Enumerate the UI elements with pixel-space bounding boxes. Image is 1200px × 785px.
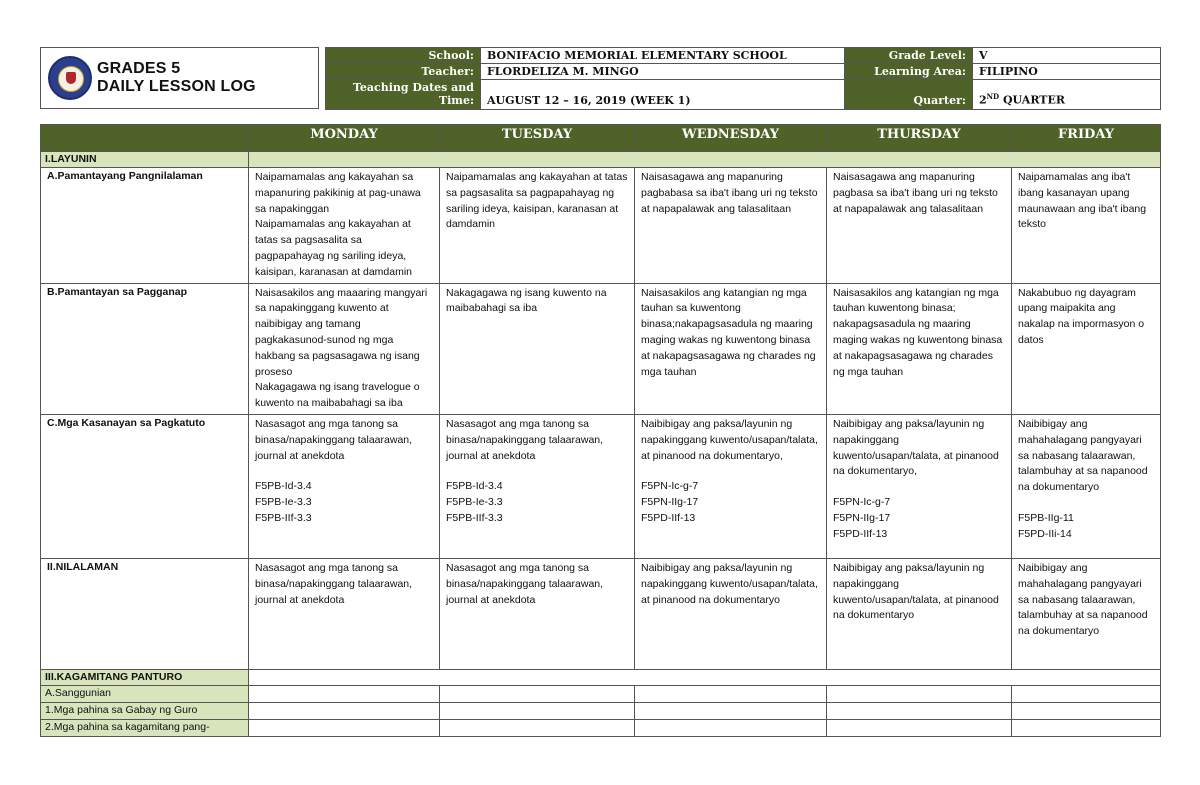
teacher-value: FLORDELIZA M. MINGO [481, 64, 845, 80]
b-tuesday: Nakagagawa ng isang kuwento na maibabahagi sa iba [440, 283, 635, 414]
lesson-log-table [40, 124, 1161, 737]
c-tuesday-code-1: F5PB-Id-3.4 [446, 480, 503, 493]
quarter-number: 2 [979, 94, 987, 107]
dates-label [326, 80, 481, 110]
row-label-pamantayang-pangnilalaman: A.Pamantayang Pangnilalaman [41, 168, 249, 284]
c-friday [1012, 414, 1161, 558]
c-wednesday-code-2: F5PN-IIg-17 [641, 496, 699, 509]
school-value: BONIFACIO MEMORIAL ELEMENTARY SCHOOL [481, 48, 845, 64]
b-friday: Nakabubuo ng dayagram upang maipakita ang nakalap na impormasyon o datos [1012, 283, 1161, 414]
c-tuesday-code-3: F5PB-IIf-3.3 [446, 511, 503, 524]
row-label-pamantayan-sa-pagganap: B.Pamantayan sa Pagganap [41, 283, 249, 414]
c-wednesday [635, 414, 827, 558]
nilalaman-tuesday: Nasasagot ang mga tanong sa binasa/napakinggang talaarawan, journal at anekdota [440, 558, 635, 669]
b-thursday: Naisasakilos ang katangian ng mga tauhan kuwentong binasa; nakapagsasadula ng maaring maging wakas ng kuwentong binasa at nakapagsasagawa ng charades ng mga tauhan [827, 283, 1012, 414]
c-tuesday-text: Nasasagot ang mga tanong sa binasa/napakinggang talaarawan, journal at anekdota [446, 417, 604, 462]
c-wednesday-code-1: F5PN-Ic-g-7 [641, 480, 699, 493]
a-wednesday: Naisasagawa ang mapanuring pagbabasa sa iba't ibang uri ng teksto at napapalawak ang talasalitaan [635, 168, 827, 284]
c-monday-code-3: F5PB-IIf-3.3 [255, 511, 312, 524]
c-thursday-code-1: F5PN-Ic-g-7 [833, 496, 891, 509]
a-tuesday: Naipamamalas ang kakayahan at tatas sa pagsasalita sa pagpapahayag ng sariling ideya, kaisipan, karanasan at damdamin [440, 168, 635, 284]
c-wednesday-text: Naibibigay ang paksa/layunin ng napakinggang kuwento/usapan/talata, at pinanood na dokumentaryo, [641, 417, 818, 462]
section-layunin: I.LAYUNIN [41, 152, 249, 168]
area-value: FILIPINO [973, 64, 1161, 80]
c-wednesday-code-3: F5PD-IIf-13 [641, 511, 696, 524]
row-label-sanggunian: A.Sanggunian [41, 685, 249, 702]
section-kagamitang-panturo: III.KAGAMITANG PANTURO [41, 669, 249, 685]
grade-label: Grade Level: [845, 48, 973, 64]
a-monday-line-2: Naipamamalas ang kakayahan at tatas sa pagsasalita sa pagpapahayag ng sariling ideya, kaisipan, karanasan at damdamin [255, 218, 413, 278]
nilalaman-monday: Nasasagot ang mga tanong sa binasa/napakinggang talaarawan, journal at anekdota [249, 558, 440, 669]
c-thursday-code-2: F5PN-IIg-17 [833, 511, 891, 524]
deped-seal-icon [48, 56, 92, 100]
a-monday-line-1: Naipamamalas ang kakayahan sa mapanuring pakikinig at pag-unawa sa napakinggan [255, 171, 421, 215]
b-monday-line-2: Nakagagawa ng isang travelogue o kuwento na maibabahagi sa iba [255, 381, 420, 410]
row-label-nilalaman: II.NILALAMAN [41, 558, 249, 669]
day-tuesday: TUESDAY [440, 125, 635, 152]
a-thursday: Naisasagawa ang mapanuring pagbasa sa iba't ibang uri ng teksto at napapalawak ang talasalitaan [827, 168, 1012, 284]
b-monday-line-1: Naisasakilos ang maaaring mangyari sa napakinggang kuwento at naibibigay ang tamang pagkakasunod-sunod ng mga hakbang sa pagsasagawa ng isang proseso [255, 286, 428, 378]
b-monday [249, 283, 440, 414]
a-friday: Naipamamalas ang iba't ibang kasanayan upang maunawaan ang iba't ibang teksto [1012, 168, 1161, 284]
area-label: Learning Area: [845, 64, 973, 80]
b-wednesday: Naisasakilos ang katangian ng mga tauhan sa kuwentong binasa;nakapagsasadula ng maaring maging wakas ng kuwentong binasa at nakapagsasagawa ng charades ng mga tauhan [635, 283, 827, 414]
c-monday-code-1: F5PB-Id-3.4 [255, 480, 312, 493]
quarter-value [973, 80, 1161, 110]
teacher-label: Teacher: [326, 64, 481, 80]
c-thursday [827, 414, 1012, 558]
c-monday-text: Nasasagot ang mga tanong sa binasa/napakinggang talaarawan, journal at anekdota [255, 417, 413, 462]
c-thursday-code-3: F5PD-IIf-13 [833, 527, 888, 540]
row-label-gabay-ng-guro: 1.Mga pahina sa Gabay ng Guro [41, 702, 249, 719]
day-friday: FRIDAY [1012, 125, 1161, 152]
c-tuesday [440, 414, 635, 558]
dates-label-line-1: Teaching Dates and [352, 81, 474, 94]
c-thursday-text: Naibibigay ang paksa/layunin ng napakinggang kuwento/usapan/talata, at pinanood na dokumentaryo, [833, 417, 999, 478]
a-monday [249, 168, 440, 284]
title-line-2: DAILY LESSON LOG [97, 78, 256, 95]
nilalaman-thursday: Naibibigay ang paksa/layunin ng napakinggang kuwento/usapan/talata, at pinanood na dokumentaryo [827, 558, 1012, 669]
row-label-kasanayan-sa-pagkatuto: C.Mga Kasanayan sa Pagkatuto [41, 414, 249, 558]
day-thursday: THURSDAY [827, 125, 1012, 152]
info-table [325, 47, 1161, 110]
log-title [97, 60, 256, 96]
dates-value: AUGUST 12 – 16, 2019 (WEEK 1) [481, 80, 845, 110]
c-monday-code-2: F5PB-Ie-3.3 [255, 496, 312, 509]
corner-header [41, 125, 249, 152]
school-label: School: [326, 48, 481, 64]
c-friday-text: Naibibigay ang mahahalagang pangyayari sa nabasang talaarawan, talambuhay at sa napanood na dokumentaryo [1018, 417, 1148, 494]
school-logo-title-box [40, 47, 319, 109]
dates-label-line-2: Time: [438, 94, 474, 107]
quarter-word: QUARTER [999, 94, 1065, 107]
day-wednesday: WEDNESDAY [635, 125, 827, 152]
quarter-suffix: ND [986, 92, 1000, 102]
quarter-label: Quarter: [845, 80, 973, 110]
title-line-1: GRADES 5 [97, 60, 181, 77]
c-tuesday-code-2: F5PB-Ie-3.3 [446, 496, 503, 509]
c-friday-code-1: F5PB-IIg-11 [1018, 511, 1074, 524]
grade-value: V [973, 48, 1161, 64]
c-monday [249, 414, 440, 558]
row-label-kagamitang-pang: 2.Mga pahina sa kagamitang pang- [41, 719, 249, 736]
nilalaman-friday: Naibibigay ang mahahalagang pangyayari sa nabasang talaarawan, talambuhay at sa napanood na dokumentaryo [1012, 558, 1161, 669]
c-friday-code-2: F5PD-IIi-14 [1018, 527, 1072, 540]
nilalaman-wednesday: Naibibigay ang paksa/layunin ng napakinggang kuwento/usapan/talata, at pinanood na dokumentaryo [635, 558, 827, 669]
day-monday: MONDAY [249, 125, 440, 152]
